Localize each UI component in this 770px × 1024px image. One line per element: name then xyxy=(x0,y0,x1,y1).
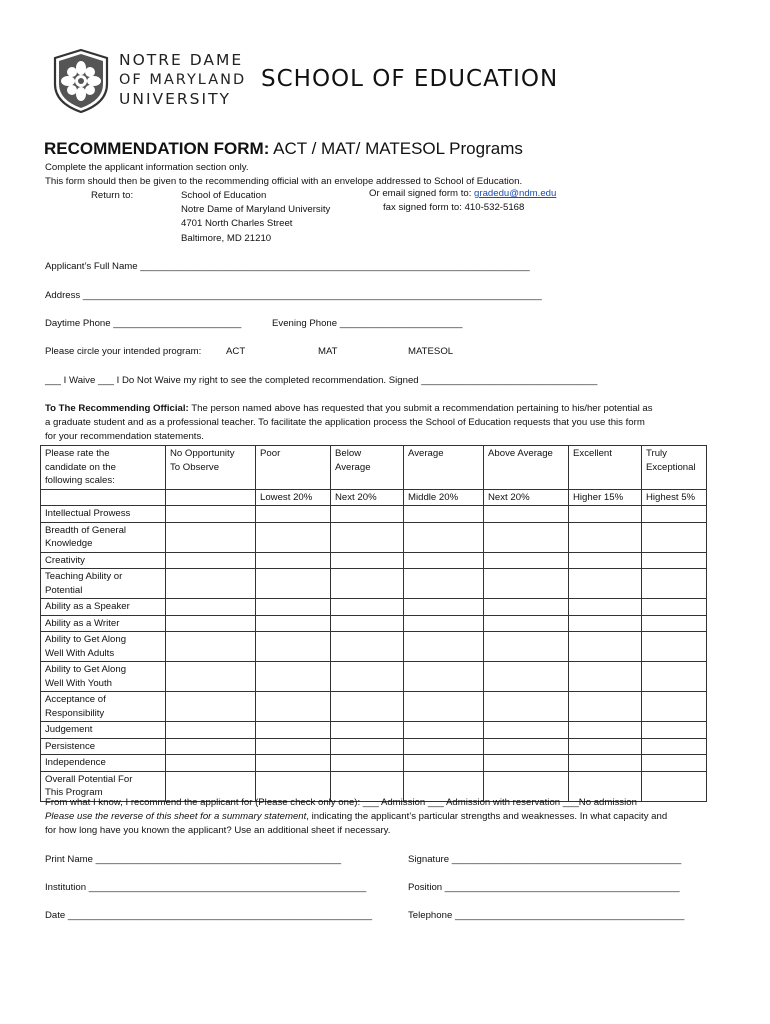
header-no-opportunity xyxy=(166,446,256,490)
rating-cell[interactable] xyxy=(166,692,256,722)
rating-cell[interactable] xyxy=(331,738,404,755)
criterion-text: Breadth of General xyxy=(45,524,127,536)
return-to-label: Return to: xyxy=(91,190,134,201)
rating-cell[interactable] xyxy=(642,662,707,692)
logo-text-line-3: UNIVERSITY xyxy=(119,90,232,108)
criterion-text: Creativity xyxy=(45,554,85,566)
rating-cell[interactable] xyxy=(331,522,404,552)
header-text: Average xyxy=(335,461,371,473)
form-title xyxy=(44,139,523,159)
criterion-label xyxy=(41,738,166,755)
rating-cell[interactable] xyxy=(642,722,707,739)
rating-cell[interactable] xyxy=(642,552,707,569)
percent-cell: Middle 20% xyxy=(404,489,484,506)
rating-cell[interactable] xyxy=(404,506,484,523)
reverse-rest: , indicating the applicant’s particular strengths and weaknesses. In what capacity and xyxy=(306,811,668,822)
date-field[interactable]: Date _________________________________________________________ xyxy=(45,910,373,921)
table-row xyxy=(41,722,707,739)
rating-cell[interactable] xyxy=(166,599,256,616)
position-field[interactable]: Position ____________________________________________ xyxy=(408,882,680,893)
rating-cell[interactable] xyxy=(642,506,707,523)
rating-cell[interactable] xyxy=(256,615,331,632)
criterion-label xyxy=(41,522,166,552)
rating-cell[interactable] xyxy=(404,738,484,755)
rating-cell[interactable] xyxy=(404,552,484,569)
rating-cell[interactable] xyxy=(642,692,707,722)
rating-cell[interactable] xyxy=(256,755,331,772)
criterion-label xyxy=(41,599,166,616)
header-text: Below xyxy=(335,448,362,459)
rating-cell[interactable] xyxy=(331,692,404,722)
rating-cell[interactable] xyxy=(404,522,484,552)
rating-cell[interactable] xyxy=(642,755,707,772)
rating-cell[interactable] xyxy=(642,599,707,616)
rating-cell[interactable] xyxy=(484,599,569,616)
header-text: Average xyxy=(408,448,444,459)
program-option-mat[interactable]: MAT xyxy=(318,346,338,357)
rating-cell[interactable] xyxy=(404,755,484,772)
address-field[interactable]: Address ______________________________________________________________________________________ xyxy=(45,290,542,301)
program-label: Please circle your intended program: xyxy=(45,346,202,357)
rating-cell[interactable] xyxy=(404,632,484,662)
reverse-italic: Please use the reverse of this sheet for a summary statement xyxy=(45,811,307,822)
header-text: No Opportunity xyxy=(170,448,235,459)
criterion-text: Teaching Ability or xyxy=(45,571,123,582)
rating-cell[interactable] xyxy=(569,755,642,772)
return-address-line-4: Baltimore, MD 21210 xyxy=(181,233,272,244)
rating-cell[interactable] xyxy=(256,506,331,523)
table-row xyxy=(41,632,707,662)
rating-cell[interactable] xyxy=(404,599,484,616)
rating-cell[interactable] xyxy=(331,662,404,692)
rating-cell[interactable] xyxy=(569,522,642,552)
official-line-2: a graduate student and as a professional teacher. To facilitate the application process the School of Education requests that you use this form xyxy=(45,417,645,428)
reverse-instruction xyxy=(45,811,667,822)
official-text-1: The person named above has requested that you submit a recommendation pertaining to his/her potential as xyxy=(188,403,653,414)
percent-cell: Next 20% xyxy=(331,489,404,506)
form-title-bold: RECOMMENDATION FORM: xyxy=(44,139,270,158)
return-address-line-3: 4701 North Charles Street xyxy=(181,218,293,229)
criterion-text: Judgement xyxy=(45,724,93,735)
program-option-matesol[interactable]: MATESOL xyxy=(408,346,454,357)
program-option-act[interactable]: ACT xyxy=(226,346,246,357)
waiver-line[interactable]: ___ I Waive ___ I Do Not Waive my right to see the completed recommendation. Signed _________________________________ xyxy=(45,375,598,386)
rating-cell[interactable] xyxy=(484,722,569,739)
header-truly-exceptional xyxy=(642,446,707,490)
criterion-text: Overall Potential For xyxy=(45,773,133,785)
rating-cell[interactable] xyxy=(569,569,642,599)
table-row xyxy=(41,599,707,616)
percent-cell xyxy=(166,489,256,506)
rating-cell[interactable] xyxy=(642,569,707,599)
criterion-label xyxy=(41,552,166,569)
rating-cell[interactable] xyxy=(256,522,331,552)
recommend-line[interactable]: From what I know, I recommend the applicant for (Please check only one): ___ Admission ___ Admission with reservation ___No admission xyxy=(45,797,637,808)
header-excellent xyxy=(569,446,642,490)
criterion-text: Well With Adults xyxy=(45,647,115,659)
email-instruction xyxy=(369,188,556,199)
criterion-text: Acceptance of xyxy=(45,694,106,705)
table-row xyxy=(41,738,707,755)
criterion-text: Well With Youth xyxy=(45,677,113,689)
header-text: Truly xyxy=(646,448,667,459)
criterion-label xyxy=(41,615,166,632)
rating-cell[interactable] xyxy=(166,662,256,692)
criterion-label xyxy=(41,692,166,722)
header-average xyxy=(404,446,484,490)
criterion-text: Potential xyxy=(45,584,83,596)
header-above-average xyxy=(484,446,569,490)
criterion-text: Knowledge xyxy=(45,538,93,549)
rating-cell[interactable] xyxy=(569,599,642,616)
rating-cell[interactable] xyxy=(642,522,707,552)
criterion-label xyxy=(41,506,166,523)
rating-cell[interactable] xyxy=(642,771,707,801)
telephone-field[interactable]: Telephone ___________________________________________ xyxy=(408,910,685,921)
header-poor xyxy=(256,446,331,490)
header-below-average xyxy=(331,446,404,490)
rating-cell[interactable] xyxy=(484,738,569,755)
criterion-label xyxy=(41,755,166,772)
rating-cell[interactable] xyxy=(331,506,404,523)
rating-cell[interactable] xyxy=(404,722,484,739)
evening-phone-field[interactable]: Evening Phone _______________________ xyxy=(272,318,463,329)
rating-table xyxy=(40,445,707,802)
rating-cell[interactable] xyxy=(569,615,642,632)
criterion-text: Ability to Get Along xyxy=(45,634,127,645)
rating-cell[interactable] xyxy=(404,692,484,722)
rating-cell[interactable] xyxy=(569,662,642,692)
table-row xyxy=(41,615,707,632)
rating-cell[interactable] xyxy=(331,632,404,662)
rating-cell[interactable] xyxy=(484,552,569,569)
rating-cell[interactable] xyxy=(166,552,256,569)
table-row xyxy=(41,522,707,552)
rating-cell[interactable] xyxy=(166,722,256,739)
rating-cell[interactable] xyxy=(484,755,569,772)
table-row xyxy=(41,506,707,523)
daytime-phone-field[interactable]: Daytime Phone ________________________ xyxy=(45,318,242,329)
rating-cell[interactable] xyxy=(484,506,569,523)
rating-cell[interactable] xyxy=(484,615,569,632)
rating-cell[interactable] xyxy=(166,522,256,552)
signature-field[interactable]: Signature ___________________________________________ xyxy=(408,854,682,865)
criterion-text: Responsibility xyxy=(45,707,105,719)
header-text: To Observe xyxy=(170,461,220,473)
table-percent-row xyxy=(41,489,707,506)
rating-cell[interactable] xyxy=(484,692,569,722)
official-line-1 xyxy=(45,403,653,414)
criterion-text: Independence xyxy=(45,757,106,768)
criterion-label xyxy=(41,722,166,739)
print-name-field[interactable]: Print Name ______________________________________________ xyxy=(45,854,342,865)
rating-cell[interactable] xyxy=(331,569,404,599)
logo-text-line-1: NOTRE DAME xyxy=(119,51,244,69)
rating-cell[interactable] xyxy=(331,552,404,569)
rating-cell[interactable] xyxy=(569,632,642,662)
rating-cell[interactable] xyxy=(404,662,484,692)
rating-cell[interactable] xyxy=(484,662,569,692)
rating-cell[interactable] xyxy=(642,615,707,632)
rating-cell[interactable] xyxy=(569,552,642,569)
rating-cell[interactable] xyxy=(166,755,256,772)
email-prefix: Or email signed form to: xyxy=(369,188,475,199)
header-text: Above Average xyxy=(488,448,553,459)
criterion-text: Ability as a Speaker xyxy=(45,601,130,612)
table-row xyxy=(41,692,707,722)
rating-cell[interactable] xyxy=(642,738,707,755)
return-address-line-1: School of Education xyxy=(181,190,267,201)
rating-cell[interactable] xyxy=(256,632,331,662)
rating-cell[interactable] xyxy=(404,615,484,632)
rating-cell[interactable] xyxy=(569,722,642,739)
applicant-name-field[interactable]: Applicant’s Full Name _________________________________________________________________________ xyxy=(45,261,530,272)
rating-cell[interactable] xyxy=(484,569,569,599)
rating-cell[interactable] xyxy=(166,738,256,755)
rating-cell[interactable] xyxy=(256,662,331,692)
rating-cell[interactable] xyxy=(484,522,569,552)
percent-cell: Lowest 20% xyxy=(256,489,331,506)
criterion-text: Persistence xyxy=(45,740,96,752)
rating-cell[interactable] xyxy=(331,722,404,739)
rating-cell[interactable] xyxy=(331,615,404,632)
corner-text-3: following scales: xyxy=(45,475,115,486)
header-text: Excellent xyxy=(573,448,612,459)
rating-cell[interactable] xyxy=(331,599,404,616)
rating-cell[interactable] xyxy=(256,692,331,722)
table-row xyxy=(41,569,707,599)
logo-text-line-2: OF MARYLAND xyxy=(119,72,247,88)
table-corner-cell xyxy=(41,446,166,490)
rating-cell[interactable] xyxy=(166,632,256,662)
corner-text-1: Please rate the xyxy=(45,448,110,459)
fax-instruction: fax signed form to: 410-532-5168 xyxy=(383,202,525,213)
rating-cell[interactable] xyxy=(569,738,642,755)
rating-cell[interactable] xyxy=(256,738,331,755)
official-line-3: for your recommendation statements. xyxy=(45,431,204,442)
percent-cell: Next 20% xyxy=(484,489,569,506)
percent-cell: Higher 15% xyxy=(569,489,642,506)
rating-cell[interactable] xyxy=(642,632,707,662)
table-row xyxy=(41,552,707,569)
table-row xyxy=(41,662,707,692)
known-line: for how long have you known the applicant? Use an additional sheet if necessary. xyxy=(45,825,391,836)
criterion-text: Ability to Get Along xyxy=(45,664,127,675)
rating-cell[interactable] xyxy=(166,506,256,523)
header-text: Exceptional xyxy=(646,461,696,473)
rating-cell[interactable] xyxy=(256,569,331,599)
percent-cell: Highest 5% xyxy=(642,489,707,506)
percent-cell xyxy=(41,489,166,506)
rating-cell[interactable] xyxy=(484,632,569,662)
university-crest-logo xyxy=(52,48,110,114)
return-address-line-2: Notre Dame of Maryland University xyxy=(181,204,331,215)
rating-cell[interactable] xyxy=(331,755,404,772)
criterion-label xyxy=(41,632,166,662)
institution-field[interactable]: Institution ____________________________________________________ xyxy=(45,882,367,893)
criterion-text: Ability as a Writer xyxy=(45,617,120,629)
table-row xyxy=(41,755,707,772)
intro-line-2: This form should then be given to the recommending official with an envelope addressed to School of Education. xyxy=(45,176,523,187)
rating-cell[interactable] xyxy=(256,599,331,616)
school-heading: SCHOOL OF EDUCATION xyxy=(261,66,559,92)
rating-cell[interactable] xyxy=(256,722,331,739)
criterion-label xyxy=(41,569,166,599)
rating-cell[interactable] xyxy=(569,506,642,523)
rating-body xyxy=(41,506,707,802)
corner-text-2: candidate on the xyxy=(45,461,116,473)
criterion-text: Intellectual Prowess xyxy=(45,508,131,519)
criterion-label xyxy=(41,662,166,692)
rating-cell[interactable] xyxy=(166,569,256,599)
official-label: To The Recommending Official: xyxy=(45,403,189,414)
header-text: Poor xyxy=(260,448,281,459)
rating-cell[interactable] xyxy=(256,552,331,569)
rating-cell[interactable] xyxy=(569,692,642,722)
criterion-text: This Program xyxy=(45,787,103,798)
rating-cell[interactable] xyxy=(404,569,484,599)
rating-cell[interactable] xyxy=(166,615,256,632)
form-title-rest: ACT / MAT/ MATESOL Programs xyxy=(269,139,523,158)
intro-line-1: Complete the applicant information section only. xyxy=(45,162,249,173)
table-header-row xyxy=(41,446,707,490)
email-link[interactable]: gradedu@ndm.edu xyxy=(474,188,557,199)
